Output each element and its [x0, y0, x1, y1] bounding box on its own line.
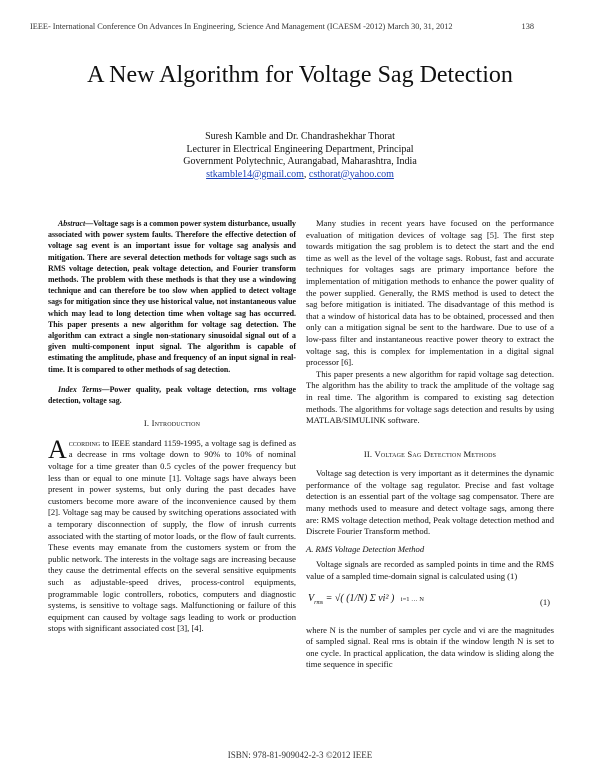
page-footer-isbn: ISBN: 978-81-909042-2-3 ©2012 IEEE: [227, 750, 373, 760]
body-paragraph-1: Many studies in recent years have focused on the performance evaluation of mitigation devices of voltage sag [5]. The first step towards mitigation the sag problem is to detect the start and the end time as well as the level of the voltage sags. Robust, fast and accurate techniques for voltages sags are primary importance before the implementation of mitigation methods to enhance the power quality of the power supplied. Generally, the RMS method is used to detect the sag before mitigation is initiated. The disadvantage of this method is that a window of historical data has to be obtained, processed and then only can a mitigation signal be sent to the hardware. Due to use of a low-pass filter and instantaneous reactive power theory to extract the voltage sag, this is complex for implementation in a digital signal processor [6].: [306, 218, 554, 368]
right-column: [306, 218, 554, 671]
equation-subscript: rms: [314, 599, 324, 606]
index-terms-text: —Power quality, peak voltage detection, rms voltage detection, voltage sag.: [48, 384, 296, 406]
body-paragraph-2: This paper presents a new algorithm for rapid voltage sag detection. The algorithm has the ability to track the amplitude of the voltage sag in real time. The algorithm is compared to existing sag detection methods. The algorithms for voltage sags detection and results by using MATLAB/SIMULINK software.: [306, 368, 554, 426]
body-paragraph-5: where N is the number of samples per cycle and vi are the magnitudes of sampled signal. Real rms is obtain if the window length N is set to one cycle. In practical application, the data window is sliding along the time sequence in specific: [306, 624, 554, 670]
conference-running-head: IEEE- International Conference On Advances In Engineering, Science And Management (ICAESM -2012) March 30, 31, 2012: [30, 22, 453, 31]
introduction-first-word: ccording: [68, 437, 101, 448]
equation-lhs: V: [308, 592, 315, 604]
equation-limits: i=1 … N: [400, 595, 424, 603]
abstract-text: —Voltage sags is a common power system disturbance, usually associated with power system faults. Therefore the effective detection of voltage sag event is an important issue for voltage sag analysis and mitigation. There are several detection methods for voltage sags such as RMS voltage detection, peak voltage detection, and Fourier transform methods. The problem with these methods is that they use a windowing technique and can therefore be too slow when applied to detect voltage sags for mitigation since they use historical value, not instantaneous value which may lead to long detection time when voltage sag has occurred. This paper presents a new algorithm for voltage sag detection. The algorithm can extract a single non-stationary sinusoidal signal out of a given multi-component input signal. The algorithm is capable of estimating the amplitude, phase and frequency of an input signal in real-time. It is compared to other methods of sag detection.: [48, 219, 296, 374]
author-emails: [0, 169, 600, 182]
abstract-label: Abstract: [58, 219, 86, 228]
index-terms-label: Index Terms: [58, 384, 102, 394]
drop-cap: A: [48, 434, 67, 464]
equation-number: (1): [539, 596, 550, 607]
equation-rms: [306, 589, 554, 619]
author-block: [0, 131, 600, 181]
page-number: 138: [521, 22, 534, 31]
author-affiliation-line-2: Government Polytechnic, Aurangabad, Maharashtra, India: [183, 156, 417, 167]
section-heading-detection-methods: II. Voltage Sag Detection Methods: [363, 448, 497, 459]
left-column: [48, 218, 296, 635]
equation-rhs: = √( (1/N) Σ vi² ): [325, 592, 395, 604]
email-separator: ,: [303, 168, 307, 180]
index-terms: [48, 384, 296, 406]
email-link-2[interactable]: csthorat@yahoo.com: [308, 168, 394, 180]
author-names: Suresh Kamble and Dr. Chandrashekhar Thorat: [205, 131, 395, 142]
running-header: [30, 22, 570, 31]
author-affiliation-line-1: Lecturer in Electrical Engineering Department, Principal: [186, 143, 414, 155]
section-heading-introduction: I. Introduction: [143, 418, 201, 429]
abstract: [48, 218, 296, 375]
body-paragraph-4: Voltage signals are recorded as sampled points in time and the RMS value of a sampled time-domain signal is calculated using (1): [306, 559, 554, 582]
equation-body: [308, 593, 424, 610]
paper-title: A New Algorithm for Voltage Sag Detection: [87, 62, 513, 88]
subsection-heading-rms: A. RMS Voltage Detection Method: [306, 543, 425, 554]
introduction-text: to IEEE standard 1159-1995, a voltage sag is defined as a decrease in rms voltage down to 90% to 10% of nominal voltage for a time greater than 0.5 cycles of the power frequency but less than or equal to one minute [1]. Voltage sags have always been present in power systems, but only during the past decades have customers become more aware of the inconvenience caused by them [2]. Voltage sag may be caused by switching operations associated with a temporary disconnection of supply, the flow of inrush currents associated with the starting of motor loads, or the flow of fault currents. These events may emanate from the customers system or from the public network. The interests in the voltage sags are increasing because they cause the detrimental effects on the several sensitive equipments such as adjustable-speed drives, process-control equipments, programmable logic controllers, robotics, computers and diagnostic systems, is sensitive to voltage sags. Malfunctioning or failure of this equipment can caused by voltage sags leading to work or production stops with significant associated cost [3], [4].: [48, 437, 296, 634]
body-paragraph-3: Voltage sag detection is very important as it determines the dynamic performance of the voltage sag regulator. Precise and fast voltage detection is an essential part of the voltage sag compensator. There are many methods used to measure and detect voltage sags, among there are: RMS voltage detection method, Peak voltage detection method and Discrete Fourier Transform method.: [306, 468, 554, 537]
introduction-paragraph: [48, 434, 296, 635]
email-link-1[interactable]: stkamble14@gmail.com: [206, 168, 304, 180]
